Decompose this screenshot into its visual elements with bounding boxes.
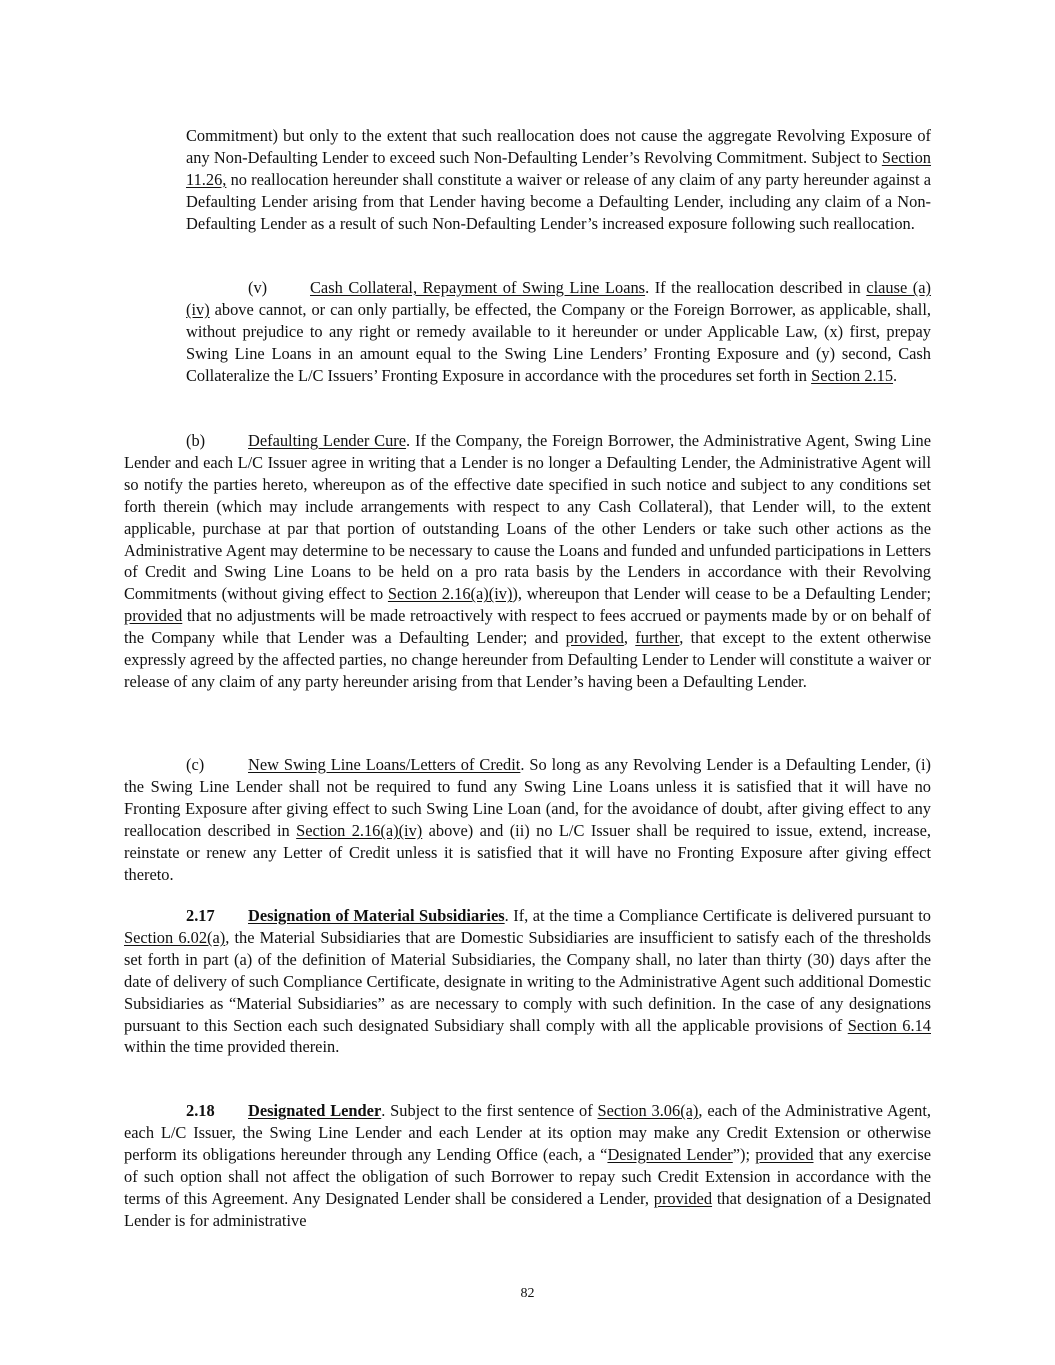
paragraph-a-v: (v) Cash Collateral, Repayment of Swing Line Loans. If the reallocation described in clause (a)(iv) above cannot, or can only partially, be effected, the Company or the Foreign Borrower, as applicable, shall, without prejudice to any right or remedy available to it hereunder or under Applicable Law, (x) first, prepay Swing Line Loans in an amount equal to the Swing Line Lenders’ Fronting Exposure and (y) second, Cash Collateralize the L/C Issuers’ Fronting Exposure in accordance with the procedures set forth in Section 2.15. [186, 278, 931, 385]
section-number: 2.18 [186, 1101, 215, 1120]
defined-term: Designated Lender [607, 1144, 733, 1164]
paragraph-a-iv-continued: Commitment) but only to the extent that such reallocation does not cause the aggregate Revolving Exposure of any Non-Defaulting Lender to exceed such Non-Defaulting Lender’s Revolving Commitment. Subject to Section 11.26, no reallocation hereunder shall constitute a waiver or release of any claim of any party hereunder against a Defaulting Lender arising from that Lender having become a Defaulting Lender, including any claim of a Non-Defaulting Lender as a result of such Non-Defaulting Lender’s increased exposure following such reallocation. [186, 126, 931, 233]
section-number: 2.17 [186, 906, 215, 925]
cross-reference: Section 2.16(a)(iv) [387, 584, 513, 604]
paragraph-c: (c) New Swing Line Loans/Letters of Credit. So long as any Revolving Lender is a Defaulting Lender, (i) the Swing Line Lender shall not be required to fund any Swing Line Loans unless it is satisfied that it will have no Fronting Exposure after giving effect to such Swing Line Loan (and, for the avoidance of doubt, after giving effect to any reallocation described in Section 2.16(a)(iv) above) and (ii) no L/C Issuer shall be required to issue, extend, increase, reinstate or renew any Letter of Credit unless it is satisfied that it will have no Fronting Exposure after giving effect thereto. [124, 755, 931, 884]
cross-reference: Section 2.15 [811, 365, 894, 385]
paragraph-b: (b) Defaulting Lender Cure. If the Company, the Foreign Borrower, the Administrative Agent, Swing Line Lender and each L/C Issuer agree in writing that a Lender is no longer a Defaulting Lender, the Administrative Agent will so notify the parties hereto, whereupon as of the effective date specified in such notice and subject to any conditions set forth therein (which may include arrangements with respect to any Cash Collateral), that Lender will, to the extent applicable, purchase at par that portion of outstanding Loans of the other Lenders or take such other actions as the Administrative Agent may determine to be necessary to cause the Loans and funded and unfunded participations in Letters of Credit and Swing Line Loans to be held on a pro rata basis by the Lenders in accordance with their Revolving Commitments (without giving effect to Section 2.16(a)(iv)), whereupon that Lender will cease to be a Defaulting Lender; provided that no adjustments will be made retroactively with respect to fees accrued or payments made by or on behalf of the Company while that Lender was a Defaulting Lender; and provided, further, that except to the extent otherwise expressly agreed by the affected parties, no change hereunder from Defaulting Lender to Lender will constitute a waiver or release of any claim of any party hereunder arising from that Lender’s having been a Defaulting Lender. [124, 431, 931, 691]
section-heading: Designated Lender [248, 1101, 382, 1120]
cross-reference: Section 6.14 [847, 1015, 931, 1035]
page-number: 82 [520, 1286, 535, 1301]
defined-term: provided [565, 628, 624, 648]
clause-heading: New Swing Line Loans/Letters of Credit [248, 755, 521, 774]
section-2-18: 2.18 Designated Lender. Subject to the first sentence of Section 3.06(a), each of the Administrative Agent, each L/C Issuer, the Swing Line Lender and each Lender at its option may make any Credit Extension or otherwise perform its obligations hereunder through any Lending Office (each, a “Designated Lender”); provided that any exercise of such option shall not affect the obligation of such Borrower to repay such Credit Extension in accordance with the terms of this Agreement. Any Designated Lender shall be considered a Lender, provided that designation of a Designated Lender is for administrative [124, 1101, 931, 1230]
cross-reference: Section 11.26, [186, 147, 931, 189]
defined-term: provided [755, 1144, 814, 1164]
defined-term: provided [124, 606, 183, 626]
section-heading: Designation of Material Subsidiaries [248, 906, 505, 925]
cross-reference: Section 2.16(a)(iv) [296, 820, 423, 840]
cross-reference: clause (a)(iv) [186, 278, 931, 319]
clause-heading: Defaulting Lender Cure [248, 431, 407, 450]
section-2-17: 2.17 Designation of Material Subsidiaries. If, at the time a Compliance Certificate is delivered pursuant to Section 6.02(a), the Material Subsidiaries that are Domestic Subsidiaries are insufficient to satisfy each of the thresholds set forth in part (a) of the definition of Material Subsidiaries, the Company shall, no later than thirty (30) days after the date of delivery of such Compliance Certificate, designate in writing to the Administrative Agent such additional Domestic Subsidiaries as “Material Subsidiaries” as are necessary to comply with such definition. In the case of any designations pursuant to this Section each such designated Subsidiary shall comply with all the applicable provisions of Section 6.14 within the time provided therein. [124, 906, 932, 1057]
clause-number: (c) [186, 755, 205, 774]
cross-reference: Section 3.06(a) [597, 1101, 699, 1120]
clause-heading: Cash Collateral, Repayment of Swing Line Loans [310, 278, 646, 297]
defined-term: provided [653, 1188, 713, 1208]
defined-term: further [635, 628, 680, 648]
cross-reference: Section 6.02(a) [124, 927, 226, 947]
clause-number: (v) [248, 278, 268, 297]
clause-number: (b) [186, 431, 206, 450]
